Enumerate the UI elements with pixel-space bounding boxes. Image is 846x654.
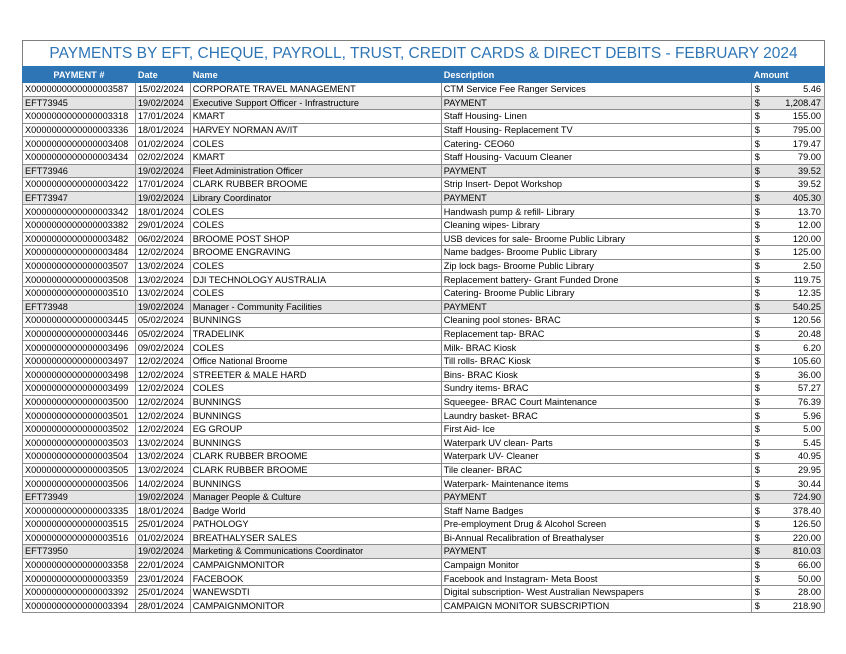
cell-date: 12/02/2024 xyxy=(135,368,190,382)
cell-currency: $ xyxy=(751,463,765,477)
cell-currency: $ xyxy=(751,504,765,518)
cell-description: CAMPAIGN MONITOR SUBSCRIPTION xyxy=(441,599,751,613)
cell-date: 25/01/2024 xyxy=(135,518,190,532)
cell-description: Milk- BRAC Kiosk xyxy=(441,341,751,355)
cell-date: 13/02/2024 xyxy=(135,286,190,300)
cell-currency: $ xyxy=(751,246,765,260)
cell-name: BROOME ENGRAVING xyxy=(190,246,441,260)
cell-currency: $ xyxy=(751,585,765,599)
cell-name: STREETER & MALE HARD xyxy=(190,368,441,382)
cell-name: CLARK RUBBER BROOME xyxy=(190,463,441,477)
cell-payment: X0000000000000003499 xyxy=(23,382,136,396)
cell-currency: $ xyxy=(751,232,765,246)
cell-date: 06/02/2024 xyxy=(135,232,190,246)
cell-date: 13/02/2024 xyxy=(135,259,190,273)
cell-payment: X0000000000000003510 xyxy=(23,286,136,300)
cell-name: BUNNINGS xyxy=(190,436,441,450)
cell-amount: 540.25 xyxy=(765,300,824,314)
table-row xyxy=(23,341,825,355)
cell-currency: $ xyxy=(751,450,765,464)
cell-date: 23/01/2024 xyxy=(135,572,190,586)
cell-amount: 218.90 xyxy=(765,599,824,613)
cell-amount: 120.00 xyxy=(765,232,824,246)
cell-amount: 76.39 xyxy=(765,395,824,409)
cell-payment: X0000000000000003497 xyxy=(23,354,136,368)
cell-name: CLARK RUBBER BROOME xyxy=(190,450,441,464)
cell-payment: X0000000000000003504 xyxy=(23,450,136,464)
cell-date: 12/02/2024 xyxy=(135,382,190,396)
cell-description: Bins- BRAC Kiosk xyxy=(441,368,751,382)
table-row xyxy=(23,354,825,368)
cell-payment: X0000000000000003503 xyxy=(23,436,136,450)
cell-description: Staff Name Badges xyxy=(441,504,751,518)
cell-amount: 119.75 xyxy=(765,273,824,287)
cell-payment: X0000000000000003359 xyxy=(23,572,136,586)
cell-currency: $ xyxy=(751,218,765,232)
cell-amount: 40.95 xyxy=(765,450,824,464)
cell-date: 19/02/2024 xyxy=(135,490,190,504)
cell-name: Badge World xyxy=(190,504,441,518)
table-header-row xyxy=(23,67,825,83)
cell-currency: $ xyxy=(751,545,765,559)
cell-date: 19/02/2024 xyxy=(135,96,190,110)
cell-name: CORPORATE TRAVEL MANAGEMENT xyxy=(190,83,441,97)
cell-currency: $ xyxy=(751,341,765,355)
cell-date: 13/02/2024 xyxy=(135,273,190,287)
cell-date: 22/01/2024 xyxy=(135,558,190,572)
cell-date: 19/02/2024 xyxy=(135,191,190,205)
cell-currency: $ xyxy=(751,490,765,504)
cell-date: 01/02/2024 xyxy=(135,531,190,545)
table-row xyxy=(23,314,825,328)
table-row xyxy=(23,436,825,450)
cell-date: 13/02/2024 xyxy=(135,436,190,450)
table-row xyxy=(23,327,825,341)
table-row xyxy=(23,110,825,124)
cell-currency: $ xyxy=(751,273,765,287)
cell-name: Office National Broome xyxy=(190,354,441,368)
cell-payment: EFT73947 xyxy=(23,191,136,205)
cell-date: 28/01/2024 xyxy=(135,599,190,613)
table-row xyxy=(23,422,825,436)
cell-name: PATHOLOGY xyxy=(190,518,441,532)
cell-description: CTM Service Fee Ranger Services xyxy=(441,83,751,97)
cell-amount: 79.00 xyxy=(765,150,824,164)
cell-name: BUNNINGS xyxy=(190,477,441,491)
cell-description: Tile cleaner- BRAC xyxy=(441,463,751,477)
cell-name: Fleet Administration Officer xyxy=(190,164,441,178)
cell-payment: X0000000000000003502 xyxy=(23,422,136,436)
table-row xyxy=(23,205,825,219)
cell-payment: X0000000000000003498 xyxy=(23,368,136,382)
cell-payment: EFT73948 xyxy=(23,300,136,314)
cell-date: 18/01/2024 xyxy=(135,504,190,518)
cell-payment: X0000000000000003392 xyxy=(23,585,136,599)
cell-currency: $ xyxy=(751,300,765,314)
cell-payment: X0000000000000003408 xyxy=(23,137,136,151)
cell-amount: 5.45 xyxy=(765,436,824,450)
payments-table xyxy=(22,66,825,613)
table-row xyxy=(23,178,825,192)
cell-name: BROOME POST SHOP xyxy=(190,232,441,246)
cell-date: 13/02/2024 xyxy=(135,463,190,477)
table-row xyxy=(23,463,825,477)
cell-currency: $ xyxy=(751,123,765,137)
cell-amount: 12.35 xyxy=(765,286,824,300)
table-row xyxy=(23,273,825,287)
cell-description: Bi-Annual Recalibration of Breathalyser xyxy=(441,531,751,545)
cell-currency: $ xyxy=(751,96,765,110)
table-row xyxy=(23,585,825,599)
cell-name: COLES xyxy=(190,259,441,273)
table-row xyxy=(23,409,825,423)
cell-amount: 5.96 xyxy=(765,409,824,423)
cell-currency: $ xyxy=(751,354,765,368)
cell-currency: $ xyxy=(751,178,765,192)
table-row xyxy=(23,246,825,260)
cell-currency: $ xyxy=(751,558,765,572)
cell-name: CLARK RUBBER BROOME xyxy=(190,178,441,192)
cell-amount: 29.95 xyxy=(765,463,824,477)
cell-description: Staff Housing- Vacuum Cleaner xyxy=(441,150,751,164)
cell-date: 13/02/2024 xyxy=(135,450,190,464)
cell-currency: $ xyxy=(751,518,765,532)
cell-currency: $ xyxy=(751,422,765,436)
table-row xyxy=(23,599,825,613)
table-row xyxy=(23,490,825,504)
cell-description: Catering- CEO60 xyxy=(441,137,751,151)
cell-description: PAYMENT xyxy=(441,96,751,110)
cell-amount: 6.20 xyxy=(765,341,824,355)
table-row xyxy=(23,137,825,151)
cell-name: KMART xyxy=(190,110,441,124)
cell-name: Library Coordinator xyxy=(190,191,441,205)
cell-description: PAYMENT xyxy=(441,545,751,559)
cell-description: Waterpark UV- Cleaner xyxy=(441,450,751,464)
cell-amount: 36.00 xyxy=(765,368,824,382)
cell-amount: 105.60 xyxy=(765,354,824,368)
cell-payment: X0000000000000003358 xyxy=(23,558,136,572)
cell-payment: X0000000000000003335 xyxy=(23,504,136,518)
cell-currency: $ xyxy=(751,382,765,396)
cell-amount: 57.27 xyxy=(765,382,824,396)
cell-name: TRADELINK xyxy=(190,327,441,341)
cell-currency: $ xyxy=(751,164,765,178)
cell-date: 19/02/2024 xyxy=(135,164,190,178)
cell-amount: 2.50 xyxy=(765,259,824,273)
cell-date: 18/01/2024 xyxy=(135,205,190,219)
cell-payment: EFT73950 xyxy=(23,545,136,559)
cell-description: Replacement tap- BRAC xyxy=(441,327,751,341)
table-row xyxy=(23,382,825,396)
cell-payment: EFT73945 xyxy=(23,96,136,110)
cell-payment: EFT73949 xyxy=(23,490,136,504)
cell-description: PAYMENT xyxy=(441,490,751,504)
cell-currency: $ xyxy=(751,531,765,545)
cell-description: Till rolls- BRAC Kiosk xyxy=(441,354,751,368)
cell-payment: X0000000000000003516 xyxy=(23,531,136,545)
table-row xyxy=(23,96,825,110)
cell-date: 17/01/2024 xyxy=(135,110,190,124)
header-name: Name xyxy=(190,67,441,83)
cell-date: 05/02/2024 xyxy=(135,327,190,341)
cell-amount: 810.03 xyxy=(765,545,824,559)
cell-amount: 120.56 xyxy=(765,314,824,328)
table-row xyxy=(23,450,825,464)
cell-amount: 724.90 xyxy=(765,490,824,504)
cell-date: 02/02/2024 xyxy=(135,150,190,164)
cell-description: PAYMENT xyxy=(441,191,751,205)
cell-currency: $ xyxy=(751,150,765,164)
header-payment: PAYMENT # xyxy=(23,67,136,83)
cell-date: 19/02/2024 xyxy=(135,300,190,314)
cell-amount: 20.48 xyxy=(765,327,824,341)
cell-payment: X0000000000000003508 xyxy=(23,273,136,287)
cell-amount: 378.40 xyxy=(765,504,824,518)
cell-description: PAYMENT xyxy=(441,300,751,314)
cell-name: COLES xyxy=(190,218,441,232)
cell-description: Campaign Monitor xyxy=(441,558,751,572)
cell-amount: 66.00 xyxy=(765,558,824,572)
cell-date: 17/01/2024 xyxy=(135,178,190,192)
cell-amount: 1,208.47 xyxy=(765,96,824,110)
table-row xyxy=(23,531,825,545)
cell-currency: $ xyxy=(751,572,765,586)
cell-name: COLES xyxy=(190,286,441,300)
cell-amount: 795.00 xyxy=(765,123,824,137)
cell-amount: 179.47 xyxy=(765,137,824,151)
cell-description: Staff Housing- Replacement TV xyxy=(441,123,751,137)
cell-name: Marketing & Communications Coordinator xyxy=(190,545,441,559)
cell-name: BREATHALYSER SALES xyxy=(190,531,441,545)
cell-description: Waterpark- Maintenance items xyxy=(441,477,751,491)
cell-date: 29/01/2024 xyxy=(135,218,190,232)
cell-name: EG GROUP xyxy=(190,422,441,436)
cell-currency: $ xyxy=(751,314,765,328)
cell-payment: X0000000000000003446 xyxy=(23,327,136,341)
cell-name: Executive Support Officer - Infrastructure xyxy=(190,96,441,110)
payments-sheet xyxy=(22,40,825,613)
table-row xyxy=(23,259,825,273)
cell-date: 25/01/2024 xyxy=(135,585,190,599)
cell-description: Digital subscription- West Australian Newspapers xyxy=(441,585,751,599)
cell-name: CAMPAIGNMONITOR xyxy=(190,599,441,613)
cell-date: 12/02/2024 xyxy=(135,395,190,409)
cell-payment: X0000000000000003394 xyxy=(23,599,136,613)
cell-name: FACEBOOK xyxy=(190,572,441,586)
cell-description: Replacement battery- Grant Funded Drone xyxy=(441,273,751,287)
cell-amount: 126.50 xyxy=(765,518,824,532)
cell-currency: $ xyxy=(751,191,765,205)
table-row xyxy=(23,395,825,409)
cell-amount: 155.00 xyxy=(765,110,824,124)
cell-date: 12/02/2024 xyxy=(135,409,190,423)
cell-date: 15/02/2024 xyxy=(135,83,190,97)
cell-amount: 405.30 xyxy=(765,191,824,205)
cell-amount: 50.00 xyxy=(765,572,824,586)
table-row xyxy=(23,572,825,586)
cell-payment: X0000000000000003587 xyxy=(23,83,136,97)
cell-name: COLES xyxy=(190,341,441,355)
cell-date: 18/01/2024 xyxy=(135,123,190,137)
cell-description: USB devices for sale- Broome Public Library xyxy=(441,232,751,246)
cell-name: BUNNINGS xyxy=(190,314,441,328)
cell-date: 12/02/2024 xyxy=(135,246,190,260)
cell-amount: 125.00 xyxy=(765,246,824,260)
cell-amount: 5.46 xyxy=(765,83,824,97)
cell-description: Catering- Broome Public Library xyxy=(441,286,751,300)
cell-name: KMART xyxy=(190,150,441,164)
table-row xyxy=(23,518,825,532)
cell-description: Waterpark UV clean- Parts xyxy=(441,436,751,450)
header-date: Date xyxy=(135,67,190,83)
cell-currency: $ xyxy=(751,327,765,341)
cell-description: Cleaning wipes- Library xyxy=(441,218,751,232)
cell-payment: X0000000000000003434 xyxy=(23,150,136,164)
cell-date: 12/02/2024 xyxy=(135,422,190,436)
cell-amount: 12.00 xyxy=(765,218,824,232)
cell-description: Cleaning pool stones- BRAC xyxy=(441,314,751,328)
cell-description: Handwash pump & refill- Library xyxy=(441,205,751,219)
cell-date: 09/02/2024 xyxy=(135,341,190,355)
cell-amount: 30.44 xyxy=(765,477,824,491)
cell-name: HARVEY NORMAN AV/IT xyxy=(190,123,441,137)
table-row xyxy=(23,504,825,518)
cell-name: WANEWSDTI xyxy=(190,585,441,599)
table-row xyxy=(23,286,825,300)
cell-date: 14/02/2024 xyxy=(135,477,190,491)
cell-description: First Aid- Ice xyxy=(441,422,751,436)
cell-date: 12/02/2024 xyxy=(135,354,190,368)
table-row xyxy=(23,300,825,314)
cell-currency: $ xyxy=(751,368,765,382)
cell-currency: $ xyxy=(751,599,765,613)
cell-name: DJI TECHNOLOGY AUSTRALIA xyxy=(190,273,441,287)
table-row xyxy=(23,164,825,178)
cell-description: Strip Insert- Depot Workshop xyxy=(441,178,751,192)
cell-payment: X0000000000000003445 xyxy=(23,314,136,328)
cell-description: Squeegee- BRAC Court Maintenance xyxy=(441,395,751,409)
cell-amount: 39.52 xyxy=(765,178,824,192)
cell-name: CAMPAIGNMONITOR xyxy=(190,558,441,572)
cell-payment: X0000000000000003496 xyxy=(23,341,136,355)
cell-name: BUNNINGS xyxy=(190,409,441,423)
cell-name: Manager - Community Facilities xyxy=(190,300,441,314)
cell-payment: X0000000000000003506 xyxy=(23,477,136,491)
cell-payment: X0000000000000003382 xyxy=(23,218,136,232)
table-row xyxy=(23,477,825,491)
cell-description: Zip lock bags- Broome Public Library xyxy=(441,259,751,273)
cell-description: Facebook and Instagram- Meta Boost xyxy=(441,572,751,586)
cell-payment: X0000000000000003500 xyxy=(23,395,136,409)
cell-amount: 5.00 xyxy=(765,422,824,436)
cell-payment: X0000000000000003422 xyxy=(23,178,136,192)
header-amount: Amount xyxy=(751,67,824,83)
table-row xyxy=(23,558,825,572)
table-row xyxy=(23,123,825,137)
cell-amount: 39.52 xyxy=(765,164,824,178)
table-row xyxy=(23,83,825,97)
cell-description: Name badges- Broome Public Library xyxy=(441,246,751,260)
cell-currency: $ xyxy=(751,436,765,450)
cell-currency: $ xyxy=(751,259,765,273)
cell-payment: X0000000000000003342 xyxy=(23,205,136,219)
cell-description: Laundry basket- BRAC xyxy=(441,409,751,423)
cell-currency: $ xyxy=(751,205,765,219)
cell-amount: 28.00 xyxy=(765,585,824,599)
table-row xyxy=(23,545,825,559)
header-description: Description xyxy=(441,67,751,83)
cell-payment: X0000000000000003482 xyxy=(23,232,136,246)
table-row xyxy=(23,191,825,205)
table-row xyxy=(23,232,825,246)
cell-name: COLES xyxy=(190,382,441,396)
cell-date: 19/02/2024 xyxy=(135,545,190,559)
cell-name: COLES xyxy=(190,137,441,151)
cell-payment: X0000000000000003318 xyxy=(23,110,136,124)
table-row xyxy=(23,150,825,164)
cell-currency: $ xyxy=(751,477,765,491)
cell-name: Manager People & Culture xyxy=(190,490,441,504)
cell-payment: X0000000000000003501 xyxy=(23,409,136,423)
cell-description: Staff Housing- Linen xyxy=(441,110,751,124)
table-row xyxy=(23,218,825,232)
cell-payment: X0000000000000003515 xyxy=(23,518,136,532)
cell-payment: X0000000000000003484 xyxy=(23,246,136,260)
page-title: PAYMENTS BY EFT, CHEQUE, PAYROLL, TRUST, CREDIT CARDS & DIRECT DEBITS - FEBRUARY 2024 xyxy=(22,40,825,66)
cell-name: COLES xyxy=(190,205,441,219)
cell-amount: 220.00 xyxy=(765,531,824,545)
cell-amount: 13.70 xyxy=(765,205,824,219)
table-row xyxy=(23,368,825,382)
cell-currency: $ xyxy=(751,286,765,300)
cell-date: 01/02/2024 xyxy=(135,137,190,151)
cell-date: 05/02/2024 xyxy=(135,314,190,328)
cell-payment: X0000000000000003336 xyxy=(23,123,136,137)
cell-currency: $ xyxy=(751,395,765,409)
cell-description: PAYMENT xyxy=(441,164,751,178)
cell-currency: $ xyxy=(751,409,765,423)
cell-payment: EFT73946 xyxy=(23,164,136,178)
cell-name: BUNNINGS xyxy=(190,395,441,409)
cell-currency: $ xyxy=(751,83,765,97)
cell-description: Pre-employment Drug & Alcohol Screen xyxy=(441,518,751,532)
cell-description: Sundry items- BRAC xyxy=(441,382,751,396)
cell-currency: $ xyxy=(751,110,765,124)
cell-payment: X0000000000000003507 xyxy=(23,259,136,273)
cell-currency: $ xyxy=(751,137,765,151)
cell-payment: X0000000000000003505 xyxy=(23,463,136,477)
